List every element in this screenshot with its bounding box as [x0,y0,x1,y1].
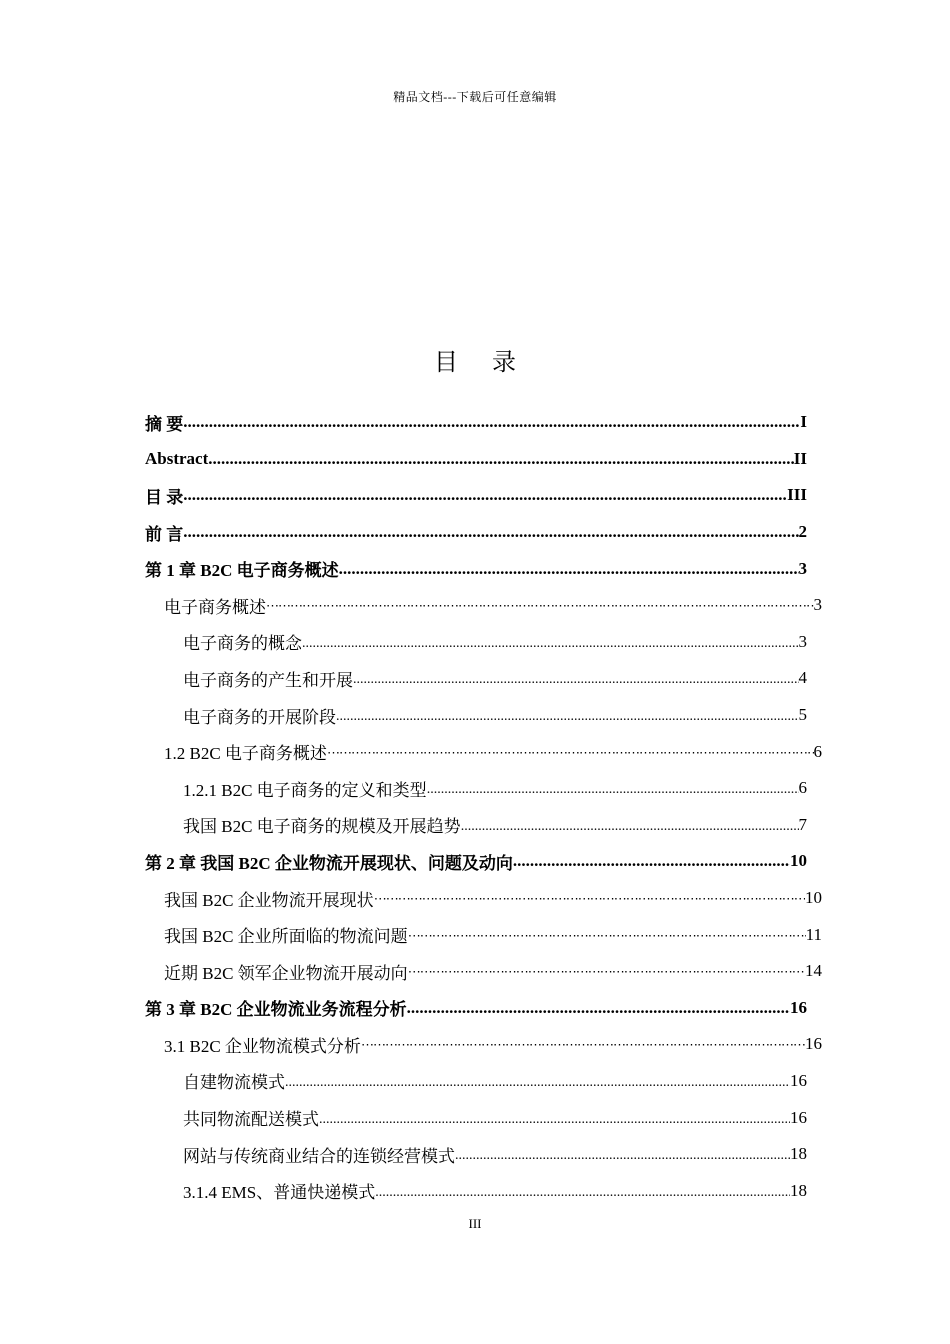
dot-leader [408,961,805,981]
toc-entry-page-number: I [800,412,807,432]
toc-entry[interactable] [0,660,807,697]
toc-entry-label: 1.2 B2C 电子商务概述 [164,744,327,764]
dot-leader [183,485,787,505]
toc-entry[interactable] [0,550,807,587]
dot-leader [407,998,790,1018]
toc-entry-page-number: 3 [798,631,807,651]
dot-leader [513,851,790,871]
toc-title: 目 录 [434,350,530,376]
toc-entry-page-number: 2 [798,522,807,542]
toc-entry[interactable] [0,770,807,807]
toc-entry-page-number: 4 [798,668,807,688]
toc-entry-label: 摘 要 [145,414,184,434]
toc-entry-page-number: 7 [798,814,807,834]
toc-entry-page-number: 16 [805,1034,822,1054]
toc-entry-page-number: 3 [813,595,822,615]
toc-entry-page-number: 16 [790,1070,807,1090]
dot-leader [319,1108,790,1128]
dot-leader [455,1144,790,1164]
toc-entry-page-number: II [793,448,807,468]
dot-leader [208,449,794,469]
dot-leader [336,705,799,725]
toc-entry-label: Abstract [145,448,209,468]
footer-page-number: III [468,1216,482,1231]
dot-leader [374,888,805,908]
toc-entry[interactable] [0,880,822,917]
toc-entry[interactable] [0,441,807,478]
header-note: 精品文档---下载后可任意编辑 [393,90,557,104]
toc-entry-label: 3.1 B2C 企业物流模式分析 [164,1036,361,1056]
toc-entry-label: 网站与传统商业结合的连锁经营模式 [183,1146,455,1166]
toc-list [0,404,950,1209]
toc-entry[interactable] [0,514,807,551]
toc-entry-label: 电子商务概述 [164,597,266,617]
dot-leader [361,1034,805,1054]
toc-entry-label: 共同物流配送模式 [183,1110,319,1130]
toc-entry[interactable] [0,404,807,441]
toc-entry-page-number: 16 [790,1107,807,1127]
toc-entry-label: 目 录 [145,487,184,507]
toc-entry[interactable] [0,1172,807,1209]
dot-leader [427,778,799,798]
toc-entry-label: 3.1.4 EMS、普通快递模式 [183,1183,376,1203]
toc-entry-page-number: 16 [790,997,807,1017]
toc-entry-label: 电子商务的概念 [183,634,302,654]
toc-entry-page-number: 10 [790,851,807,871]
dot-leader [375,1181,790,1201]
toc-entry-page-number: 5 [798,705,807,725]
toc-entry[interactable] [0,624,807,661]
toc-entry[interactable] [0,990,807,1027]
toc-entry-label: 电子商务的开展阶段 [183,707,336,727]
toc-entry-label: 电子商务的产生和开展 [183,670,353,690]
dot-leader [302,632,799,652]
toc-entry-label: 我国 B2C 电子商务的规模及开展趋势 [183,817,461,837]
toc-entry-page-number: 3 [798,558,807,578]
dot-leader [339,559,799,579]
toc-entry[interactable] [0,953,822,990]
toc-entry[interactable] [0,587,822,624]
dot-leader [461,815,799,835]
toc-entry-label: 近期 B2C 领军企业物流开展动向 [164,963,408,983]
dot-leader [266,595,814,615]
toc-entry-page-number: 18 [790,1144,807,1164]
toc-entry-page-number: 10 [805,888,822,908]
toc-entry-page-number: III [787,485,807,505]
dot-leader [353,668,799,688]
dot-leader [285,1071,790,1091]
toc-entry[interactable] [0,1026,822,1063]
toc-entry-page-number: 18 [790,1180,807,1200]
toc-entry[interactable] [0,843,807,880]
dot-leader [183,412,800,432]
toc-entry[interactable] [0,477,807,514]
toc-entry-label: 我国 B2C 企业所面临的物流问题 [164,927,408,947]
toc-entry-page-number: 11 [805,924,822,944]
toc-entry-label: 我国 B2C 企业物流开展现状 [164,890,374,910]
dot-leader [327,742,814,762]
toc-entry-label: 1.2.1 B2C 电子商务的定义和类型 [183,780,427,800]
toc-entry-label: 第 2 章 我国 B2C 企业物流开展现状、问题及动向 [145,853,513,873]
dot-leader [183,522,798,542]
toc-entry[interactable] [0,697,807,734]
toc-entry[interactable] [0,916,822,953]
dot-leader [408,925,806,945]
toc-entry-label: 自建物流模式 [183,1073,285,1093]
toc-entry-page-number: 6 [798,778,807,798]
toc-entry[interactable] [0,807,807,844]
toc-entry[interactable] [0,1099,807,1136]
toc-entry-label: 第 1 章 B2C 电子商务概述 [145,561,339,581]
toc-entry-label: 前 言 [145,524,184,544]
toc-entry-page-number: 6 [813,741,822,761]
toc-entry-label: 第 3 章 B2C 企业物流业务流程分析 [145,1000,407,1020]
toc-entry[interactable] [0,733,822,770]
toc-entry-page-number: 14 [805,961,822,981]
toc-entry[interactable] [0,1136,807,1173]
toc-entry[interactable] [0,1063,807,1100]
